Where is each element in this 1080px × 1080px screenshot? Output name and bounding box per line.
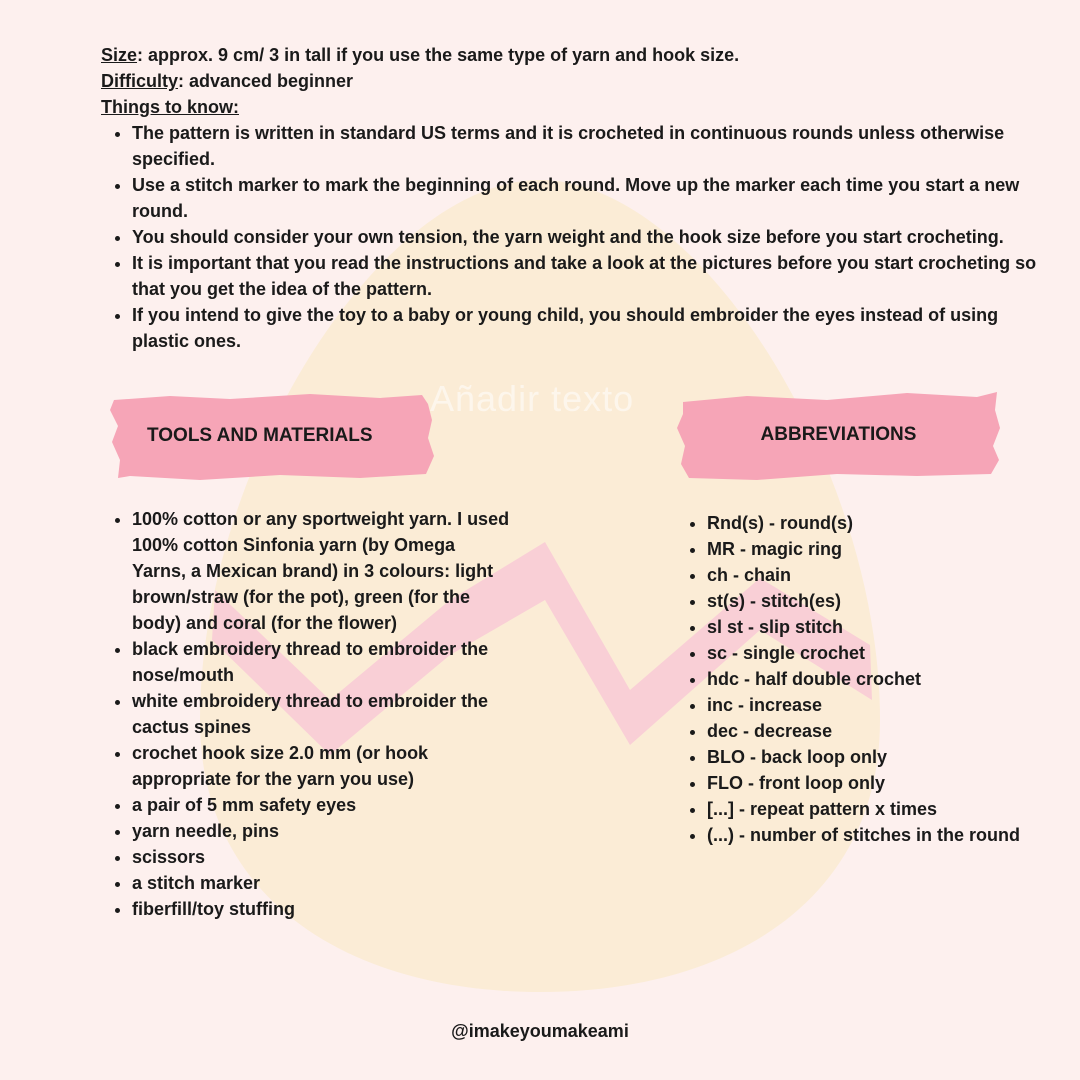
list-item: • 100% cotton or any sportweight yarn. I used 100% cotton Sinfonia yarn (by Omega Yarns, a Mexican brand) in 3 colours: light brown/straw (for the pot), green (for the body) and coral (for the flower): [132, 506, 511, 636]
list-item: • BLO - back loop only: [707, 744, 1066, 770]
add-text-watermark: Añadir texto: [430, 378, 635, 419]
size-line: [101, 42, 1041, 68]
tools-title: TOOLS AND MATERIALS: [147, 425, 373, 446]
list-item: • ch - chain: [707, 562, 1066, 588]
list-item: • Rnd(s) - round(s): [707, 510, 1066, 536]
list-item: • hdc - half double crochet: [707, 666, 1066, 692]
list-item: • The pattern is written in standard US terms and it is crocheted in continuous rounds unless otherwise specified.: [132, 120, 1041, 172]
difficulty-text: : advanced beginner: [178, 71, 354, 91]
things-to-know-line: [101, 94, 1041, 120]
list-item: • [...] - repeat pattern x times: [707, 796, 1066, 822]
tools-banner: [110, 390, 435, 482]
size-label: Size: [101, 45, 138, 65]
abbreviations-title: ABBREVIATIONS: [760, 424, 917, 445]
list-item: • a pair of 5 mm safety eyes: [132, 792, 511, 818]
list-item: • inc - increase: [707, 692, 1066, 718]
list-item: • MR - magic ring: [707, 536, 1066, 562]
list-item: • crochet hook size 2.0 mm (or hook appropriate for the yarn you use): [132, 740, 511, 792]
tools-list: [101, 506, 511, 922]
list-item: • white embroidery thread to embroider the cactus spines: [132, 688, 511, 740]
intro-section: [101, 42, 1041, 354]
abbreviations-banner: [677, 388, 1000, 482]
list-item: • a stitch marker: [132, 870, 511, 896]
list-item: • Use a stitch marker to mark the beginning of each round. Move up the marker each time you start a new round.: [132, 172, 1041, 224]
list-item: • black embroidery thread to embroider the nose/mouth: [132, 636, 511, 688]
list-item: • scissors: [132, 844, 511, 870]
difficulty-line: [101, 68, 1041, 94]
author-handle: @imakeyoumakeami: [451, 1021, 629, 1041]
list-item: • yarn needle, pins: [132, 818, 511, 844]
things-to-know-list: [101, 120, 1041, 354]
abbreviations-list: [676, 510, 1066, 848]
list-item: • sc - single crochet: [707, 640, 1066, 666]
list-item: • (...) - number of stitches in the round: [707, 822, 1066, 848]
list-item: • fiberfill/toy stuffing: [132, 896, 511, 922]
difficulty-label: Difficulty: [101, 71, 179, 91]
abbreviations-section: [676, 510, 1066, 848]
tools-section: [101, 506, 511, 922]
list-item: • sl st - slip stitch: [707, 614, 1066, 640]
list-item: • st(s) - stitch(es): [707, 588, 1066, 614]
size-text: : approx. 9 cm/ 3 in tall if you use the same type of yarn and hook size.: [137, 45, 740, 65]
things-to-know-label: Things to know:: [101, 97, 239, 117]
list-item: • If you intend to give the toy to a baby or young child, you should embroider the eyes instead of using plastic ones.: [132, 302, 1041, 354]
list-item: • dec - decrease: [707, 718, 1066, 744]
list-item: • You should consider your own tension, the yarn weight and the hook size before you start crocheting.: [132, 224, 1041, 250]
list-item: • FLO - front loop only: [707, 770, 1066, 796]
list-item: • It is important that you read the instructions and take a look at the pictures before you start crocheting so that you get the idea of the pattern.: [132, 250, 1041, 302]
